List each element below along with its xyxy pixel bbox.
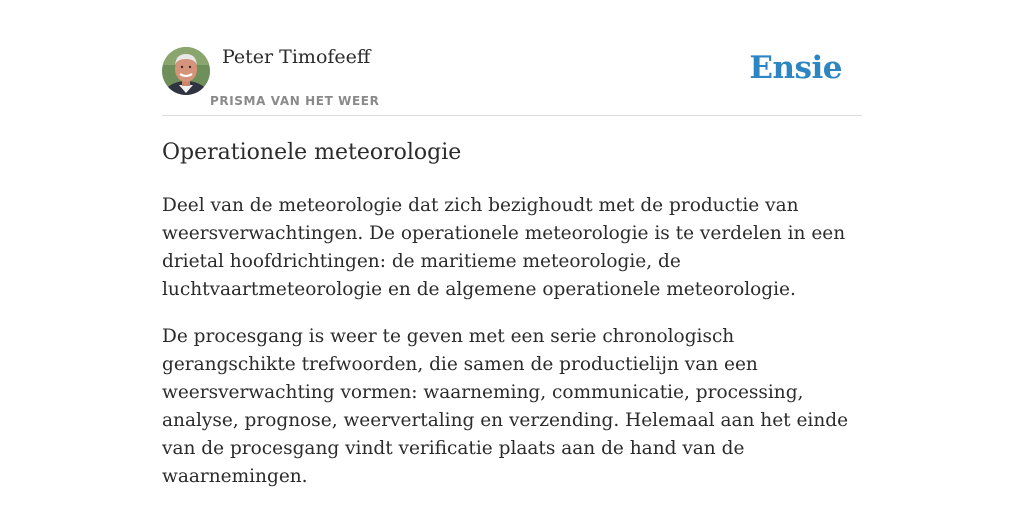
author-name[interactable]: Peter Timofeeff [222,46,371,68]
avatar[interactable] [162,47,210,95]
article-header [162,44,862,116]
author-organization[interactable]: PRISMA VAN HET WEER [210,94,380,108]
author-portrait-icon [162,47,210,95]
article-body [162,192,862,510]
article-paragraph: Deel van de meteorologie dat zich bezighoudt met de productie van weersverwachtingen. De operationele meteorologie is te verdelen in een drietal hoofdrichtingen: de maritieme meteorologie, de luchtvaartmeteorologie en de algemene operationele meteorologie. [162,195,846,300]
brand-logo[interactable]: Ensie [749,50,842,86]
page-title: Operationele meteorologie [162,140,462,165]
article-paragraph: De procesgang is weer te geven met een serie chronologisch gerangschikte trefwoorden, die samen de productielijn van een weersverwachting vormen: waarneming, communicatie, processing, analyse, prognose, weervertaling en verzending. Helemaal aan het einde van de procesgang vindt verificatie plaats aan de hand van de waarnemingen. [162,326,849,487]
